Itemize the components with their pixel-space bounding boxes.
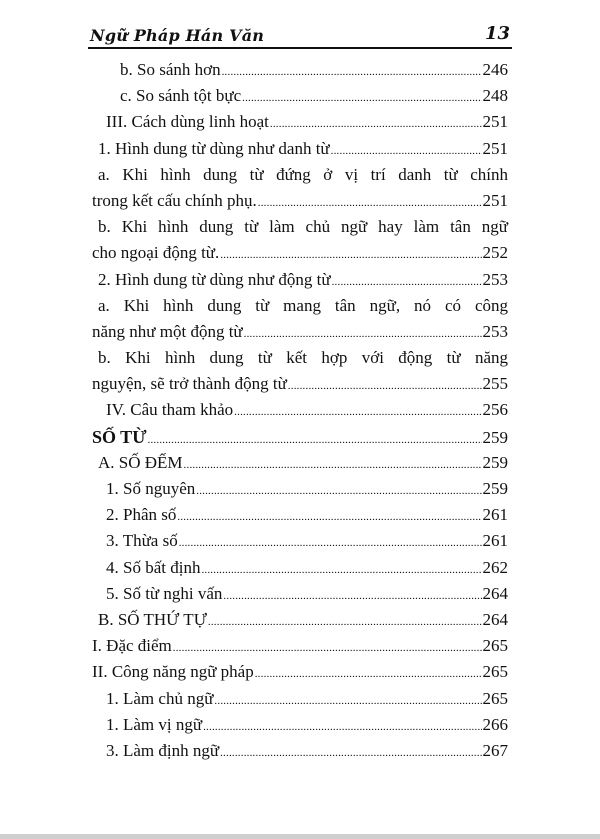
toc-leader-dots: [288, 371, 482, 399]
toc-leader-dots: [223, 581, 481, 609]
toc-entry-page: 251: [482, 138, 508, 158]
toc-entry[interactable]: [92, 83, 508, 109]
toc-entry[interactable]: [92, 57, 508, 83]
toc-leader-dots: [222, 57, 482, 85]
toc-entry-label: B. SỐ THỨ TỰ: [98, 609, 207, 629]
toc-entry[interactable]: [92, 607, 508, 633]
toc-leader-dots: [179, 528, 482, 556]
toc-entry[interactable]: [92, 712, 508, 738]
toc-entry[interactable]: [92, 528, 508, 554]
toc-entry-multiline[interactable]: [92, 293, 508, 345]
toc-entry[interactable]: [92, 659, 508, 685]
toc-entry-label: năng như một động từ: [92, 321, 243, 341]
toc-leader-dots: [196, 476, 481, 504]
toc-entry-multiline[interactable]: [92, 345, 508, 397]
toc-leader-dots: [258, 188, 482, 216]
toc-entry-label: II. Công năng ngữ pháp: [92, 662, 254, 682]
toc-entry-label: 1. Làm vị ngữ: [106, 714, 203, 734]
toc-leader-dots: [201, 555, 481, 583]
toc-entry-label: nguyện, sẽ trở thành động từ: [92, 374, 287, 394]
toc-entry-page: 253: [482, 269, 508, 289]
toc-leader-dots: [270, 109, 482, 137]
toc-entry[interactable]: [92, 502, 508, 528]
toc-entry-page: 267: [482, 740, 508, 760]
toc-leader-dots: [244, 319, 482, 347]
toc-entry-page: 265: [482, 636, 508, 656]
toc-entry-label: A. SỐ ĐẾM: [98, 452, 183, 472]
toc-entry-page: 256: [482, 400, 508, 420]
toc-entry[interactable]: [92, 397, 508, 423]
toc-entry-label: 1. Hình dung từ dùng như danh từ: [98, 138, 330, 158]
toc-entry-line1: b. Khi hình dung từ làm chủ ngữ hay làm tân ngữ: [98, 217, 508, 237]
toc-entry-label: SỐ TỪ: [92, 426, 147, 447]
table-of-contents: [92, 57, 508, 764]
toc-entry[interactable]: [92, 109, 508, 135]
toc-entry-label: cho ngoại động từ.: [92, 243, 220, 263]
toc-leader-dots: [242, 83, 481, 111]
toc-entry-multiline[interactable]: [92, 162, 508, 214]
toc-entry-page: 264: [482, 609, 508, 629]
toc-entry[interactable]: [92, 450, 508, 476]
toc-entry-label: c. So sánh tột bực: [120, 86, 242, 106]
toc-entry-page: 252: [482, 243, 508, 263]
toc-entry-multiline[interactable]: [92, 214, 508, 266]
toc-leader-dots: [173, 633, 482, 661]
toc-entry-line1: a. Khi hình dung từ mang tân ngữ, nó có công: [98, 295, 508, 315]
toc-entry-label: 1. Số nguyên: [106, 479, 196, 498]
toc-leader-dots: [184, 450, 482, 478]
toc-leader-dots: [208, 607, 482, 635]
book-title: Ngữ Pháp Hán Văn: [90, 26, 265, 45]
toc-entry[interactable]: [92, 633, 508, 659]
toc-leader-dots: [177, 502, 481, 530]
toc-entry-page: 264: [482, 583, 508, 603]
toc-leader-dots: [203, 712, 481, 740]
toc-entry-page: 259: [482, 452, 508, 472]
toc-entry-label: III. Cách dùng linh hoạt: [106, 112, 269, 132]
toc-entry-label: 1. Làm chủ ngữ: [106, 688, 214, 708]
toc-entry-label: trong kết cấu chính phụ.: [92, 190, 257, 210]
toc-entry-page: 265: [482, 662, 508, 682]
toc-entry-line2: [92, 240, 508, 266]
toc-entry-page: 261: [482, 505, 508, 525]
toc-entry-label: IV. Câu tham khảo: [106, 400, 234, 420]
toc-entry-label: 4. Số bất định: [106, 557, 201, 577]
toc-entry-line2: [92, 188, 508, 214]
toc-entry[interactable]: [92, 267, 508, 293]
toc-entry[interactable]: [92, 136, 508, 162]
toc-entry-page: 251: [482, 112, 508, 132]
toc-entry-page: 261: [482, 531, 508, 551]
toc-entry[interactable]: [92, 555, 508, 581]
toc-entry-label: 2. Phân số: [106, 505, 177, 525]
toc-entry[interactable]: [92, 581, 508, 607]
toc-entry-label: 3. Làm định ngữ: [106, 740, 220, 760]
page-edge-shadow: [0, 834, 600, 839]
toc-entry[interactable]: [92, 476, 508, 502]
toc-entry-page: 259: [482, 427, 508, 447]
toc-entry-line2: [92, 319, 508, 345]
toc-entry-page: 265: [482, 688, 508, 708]
toc-entry-page: 253: [482, 321, 508, 341]
toc-leader-dots: [148, 425, 482, 453]
header-rule: [88, 47, 512, 49]
toc-entry-label: b. So sánh hơn: [120, 60, 221, 79]
toc-leader-dots: [255, 659, 482, 687]
toc-entry-label: 2. Hình dung từ dùng như động từ: [98, 269, 331, 289]
toc-leader-dots: [234, 397, 481, 425]
toc-entry-page: 251: [482, 190, 508, 210]
toc-leader-dots: [214, 686, 481, 714]
toc-entry-page: 248: [482, 86, 508, 106]
toc-entry-line1: b. Khi hình dung từ kết hợp với động từ năng: [98, 348, 508, 368]
toc-entry-line1: a. Khi hình dung từ đứng ở vị trí danh từ chính: [98, 164, 508, 184]
toc-leader-dots: [331, 136, 482, 164]
running-header: [88, 22, 512, 48]
toc-entry-label: 5. Số từ nghi vấn: [106, 583, 223, 603]
toc-entry-page: 259: [482, 479, 508, 498]
toc-entry-page: 266: [482, 714, 508, 734]
toc-entry-label: I. Đặc điểm: [92, 636, 172, 656]
toc-entry-label: 3. Thừa số: [106, 531, 178, 551]
toc-entry[interactable]: [92, 738, 508, 764]
toc-entry-page: 246: [482, 60, 508, 79]
toc-entry-page: 262: [482, 557, 508, 577]
toc-entry-line2: [92, 371, 508, 397]
toc-entry-page: 255: [482, 374, 508, 394]
toc-leader-dots: [220, 738, 481, 766]
toc-entry[interactable]: [92, 686, 508, 712]
toc-leader-dots: [220, 240, 481, 268]
toc-entry-chapter[interactable]: [92, 424, 508, 450]
page-number: 13: [484, 23, 510, 44]
toc-leader-dots: [332, 267, 482, 295]
